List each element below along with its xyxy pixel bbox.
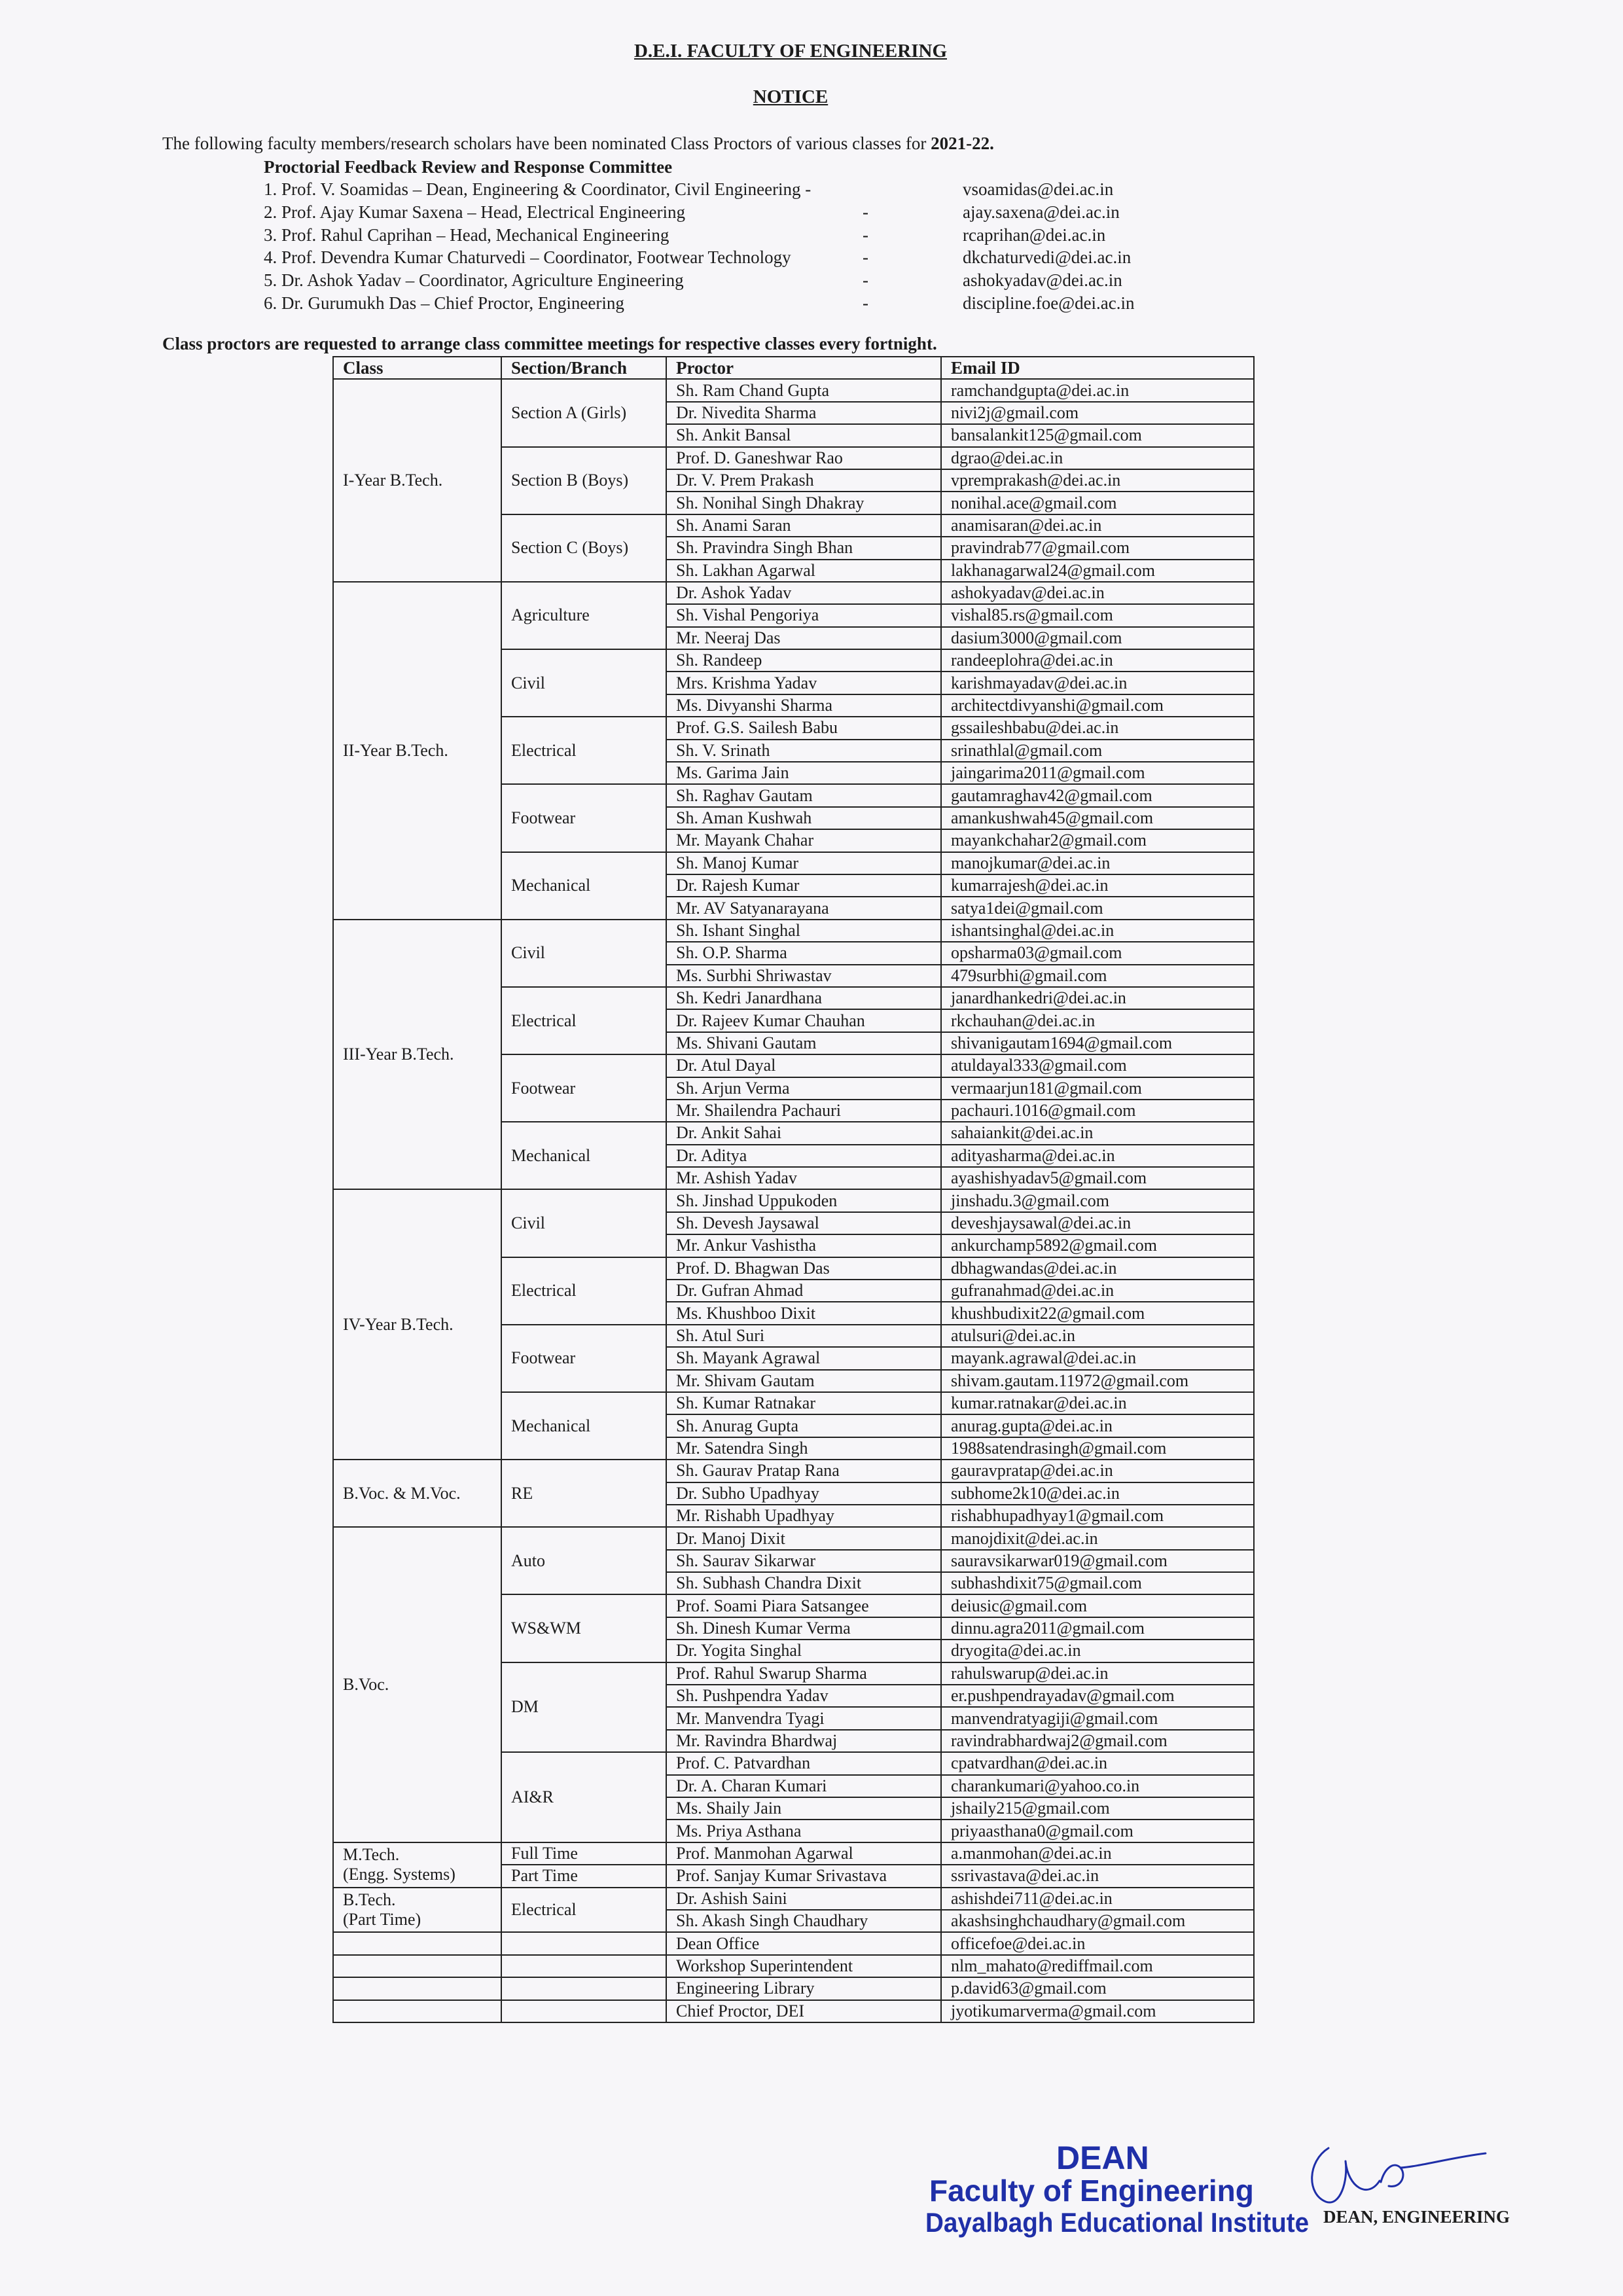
proctor-cell: Dr. Atul Dayal [666, 1054, 941, 1077]
proctor-cell: Sh. O.P. Sharma [666, 942, 941, 964]
table-row [333, 1842, 1254, 1865]
section-cell: RE [501, 1460, 666, 1527]
proctor-cell: Mr. Neeraj Das [666, 627, 941, 649]
member-name: 3. Prof. Rahul Caprihan – Head, Mechanical Engineering [264, 224, 669, 245]
stamp-line-dean: DEAN [1056, 2140, 1149, 2176]
committee-member [264, 202, 1376, 224]
section-cell [501, 2000, 666, 2022]
section-cell: AI&R [501, 1752, 666, 1842]
proctor-cell: Prof. D. Ganeshwar Rao [666, 447, 941, 469]
proctor-cell: Dr. Ankit Sahai [666, 1122, 941, 1144]
column-header-email: Email ID [941, 357, 1254, 379]
section-cell: Full Time [501, 1842, 666, 1865]
proctor-cell: Sh. Saurav Sikarwar [666, 1550, 941, 1572]
section-cell: Section C (Boys) [501, 514, 666, 582]
email-cell: jaingarima2011@gmail.com [941, 762, 1254, 784]
proctor-cell: Dr. Nivedita Sharma [666, 402, 941, 424]
stamp-line-institute: Dayalbagh Educational Institute [925, 2207, 1310, 2238]
email-cell: anamisaran@dei.ac.in [941, 514, 1254, 537]
proctor-cell: Sh. Mayank Agrawal [666, 1347, 941, 1369]
proctor-cell: Ms. Khushboo Dixit [666, 1302, 941, 1324]
email-cell: atuldayal333@gmail.com [941, 1054, 1254, 1077]
email-cell: ashishdei711@dei.ac.in [941, 1888, 1254, 1910]
table-row [333, 1460, 1254, 1482]
proctor-cell: Prof. G.S. Sailesh Babu [666, 717, 941, 739]
email-cell: 1988satendrasingh@gmail.com [941, 1437, 1254, 1460]
email-cell: adityasharma@dei.ac.in [941, 1145, 1254, 1167]
signature-label: DEAN, ENGINEERING [1323, 2207, 1510, 2227]
email-cell: ishantsinghal@dei.ac.in [941, 920, 1254, 942]
table-row [333, 1977, 1254, 2000]
proctor-cell: Sh. Gaurav Pratap Rana [666, 1460, 941, 1482]
table-row [333, 2000, 1254, 2022]
email-cell: jyotikumarverma@gmail.com [941, 2000, 1254, 2022]
section-cell: Electrical [501, 987, 666, 1054]
notice-heading: NOTICE [753, 86, 829, 107]
email-cell: nivi2j@gmail.com [941, 402, 1254, 424]
email-cell: nlm_mahato@rediffmail.com [941, 1955, 1254, 1977]
email-cell: dasium3000@gmail.com [941, 627, 1254, 649]
class-cell: I-Year B.Tech. [333, 379, 501, 582]
member-email: discipline.foe@dei.ac.in [963, 293, 1135, 313]
section-cell: WS&WM [501, 1594, 666, 1662]
proctor-cell: Sh. Arjun Verma [666, 1077, 941, 1100]
email-cell: jshaily215@gmail.com [941, 1797, 1254, 1820]
email-cell: gautamraghav42@gmail.com [941, 784, 1254, 806]
member-name: 6. Dr. Gurumukh Das – Chief Proctor, Engineering [264, 293, 624, 313]
proctor-cell: Workshop Superintendent [666, 1955, 941, 1977]
proctor-cell: Sh. Devesh Jaysawal [666, 1212, 941, 1234]
table-row [333, 920, 1254, 942]
proctor-cell: Ms. Divyanshi Sharma [666, 694, 941, 717]
email-cell: vermaarjun181@gmail.com [941, 1077, 1254, 1100]
committee-member [264, 247, 1376, 270]
email-cell: pachauri.1016@gmail.com [941, 1100, 1254, 1122]
section-cell: Footwear [501, 784, 666, 852]
email-cell: ravindrabhardwaj2@gmail.com [941, 1730, 1254, 1752]
proctor-cell: Sh. Kedri Janardhana [666, 987, 941, 1009]
proctor-cell: Prof. Rahul Swarup Sharma [666, 1662, 941, 1685]
member-name: 2. Prof. Ajay Kumar Saxena – Head, Electrical Engineering [264, 202, 686, 222]
proctor-cell: Sh. Nonihal Singh Dhakray [666, 492, 941, 514]
proctor-cell: Sh. Ankit Bansal [666, 424, 941, 446]
section-cell: Electrical [501, 717, 666, 784]
table-row [333, 1189, 1254, 1211]
stamp-line-faculty: Faculty of Engineering [929, 2174, 1254, 2208]
proctor-cell: Sh. Dinesh Kumar Verma [666, 1617, 941, 1640]
proctor-cell: Prof. Manmohan Agarwal [666, 1842, 941, 1865]
email-cell: vpremprakash@dei.ac.in [941, 469, 1254, 492]
email-cell: kumarrajesh@dei.ac.in [941, 874, 1254, 897]
proctor-cell: Mr. Ankur Vashistha [666, 1234, 941, 1257]
email-cell: srinathlal@gmail.com [941, 740, 1254, 762]
email-cell: khushbudixit22@gmail.com [941, 1302, 1254, 1324]
table-header-row [333, 357, 1254, 379]
section-cell: Section B (Boys) [501, 447, 666, 514]
section-cell: Footwear [501, 1325, 666, 1392]
email-cell: deveshjaysawal@dei.ac.in [941, 1212, 1254, 1234]
email-cell: shivam.gautam.11972@gmail.com [941, 1370, 1254, 1392]
member-dash: - [863, 202, 868, 222]
email-cell: karishmayadav@dei.ac.in [941, 672, 1254, 694]
proctor-cell: Dr. Rajeev Kumar Chauhan [666, 1009, 941, 1031]
class-cell: III-Year B.Tech. [333, 920, 501, 1190]
proctor-cell: Sh. Vishal Pengoriya [666, 604, 941, 626]
table-row [333, 1932, 1254, 1954]
proctor-table [332, 356, 1255, 2023]
email-cell: pravindrab77@gmail.com [941, 537, 1254, 559]
proctor-cell: Sh. Pravindra Singh Bhan [666, 537, 941, 559]
email-cell: subhome2k10@dei.ac.in [941, 1482, 1254, 1505]
class-cell-line: (Part Time) [343, 1909, 421, 1929]
email-cell: subhashdixit75@gmail.com [941, 1572, 1254, 1594]
proctor-cell: Sh. Anami Saran [666, 514, 941, 537]
section-cell: Auto [501, 1527, 666, 1594]
table-row [333, 379, 1254, 401]
email-cell: randeeplohra@dei.ac.in [941, 649, 1254, 672]
email-cell: dbhagwandas@dei.ac.in [941, 1257, 1254, 1280]
column-header-section: Section/Branch [501, 357, 666, 379]
class-cell: B.Voc. [333, 1527, 501, 1842]
section-cell: Mechanical [501, 852, 666, 920]
member-name: 4. Prof. Devendra Kumar Chaturvedi – Coordinator, Footwear Technology [264, 247, 791, 268]
section-cell [501, 1932, 666, 1954]
email-cell: vishal85.rs@gmail.com [941, 604, 1254, 626]
class-cell [333, 1888, 501, 1933]
section-cell: DM [501, 1662, 666, 1753]
proctor-cell: Ms. Surbhi Shriwastav [666, 965, 941, 987]
class-cell-line: (Engg. Systems) [343, 1865, 455, 1884]
email-cell: dgrao@dei.ac.in [941, 447, 1254, 469]
table-row [333, 1527, 1254, 1549]
intro-text: The following faculty members/research scholars have been nominated Class Proctors of various classes for [162, 134, 931, 153]
academic-year: 2021-22. [931, 134, 994, 153]
email-cell: rkchauhan@dei.ac.in [941, 1009, 1254, 1031]
email-cell: ssrivastava@dei.ac.in [941, 1865, 1254, 1887]
committee-member [264, 179, 1376, 202]
committee-member [264, 225, 1376, 247]
class-cell [333, 1955, 501, 1977]
proctor-cell: Sh. Kumar Ratnakar [666, 1392, 941, 1414]
proctor-cell: Mr. Shailendra Pachauri [666, 1100, 941, 1122]
section-cell: Electrical [501, 1888, 666, 1933]
email-cell: deiusic@gmail.com [941, 1594, 1254, 1617]
proctor-cell: Ms. Priya Asthana [666, 1820, 941, 1842]
email-cell: architectdivyanshi@gmail.com [941, 694, 1254, 717]
section-cell: Mechanical [501, 1122, 666, 1189]
document-title: D.E.I. FACULTY OF ENGINEERING [633, 41, 948, 62]
proctor-cell: Ms. Shaily Jain [666, 1797, 941, 1820]
proctor-cell: Ms. Garima Jain [666, 762, 941, 784]
email-cell: mayankchahar2@gmail.com [941, 829, 1254, 852]
class-cell: II-Year B.Tech. [333, 582, 501, 920]
table-row [333, 582, 1254, 604]
proctor-cell: Sh. Jinshad Uppukoden [666, 1189, 941, 1211]
email-cell: manvendratyagiji@gmail.com [941, 1707, 1254, 1729]
class-cell [333, 1977, 501, 2000]
member-email: ashokyadav@dei.ac.in [963, 270, 1122, 291]
section-cell: Civil [501, 920, 666, 987]
email-cell: officefoe@dei.ac.in [941, 1932, 1254, 1954]
proctor-cell: Prof. Soami Piara Satsangee [666, 1594, 941, 1617]
email-cell: satya1dei@gmail.com [941, 897, 1254, 919]
section-cell: Section A (Girls) [501, 379, 666, 446]
proctor-cell: Dr. V. Prem Prakash [666, 469, 941, 492]
proctor-cell: Sh. Anurag Gupta [666, 1414, 941, 1437]
proctor-cell: Mr. AV Satyanarayana [666, 897, 941, 919]
email-cell: rishabhupadhyay1@gmail.com [941, 1505, 1254, 1527]
proctor-table-body [333, 379, 1254, 2022]
proctor-cell: Sh. Ishant Singhal [666, 920, 941, 942]
fortnight-note: Class proctors are requested to arrange class committee meetings for respective classes every fortnight. [162, 334, 937, 353]
proctor-cell: Mrs. Krishma Yadav [666, 672, 941, 694]
proctor-cell: Mr. Satendra Singh [666, 1437, 941, 1460]
email-cell: manojkumar@dei.ac.in [941, 852, 1254, 874]
email-cell: er.pushpendrayadav@gmail.com [941, 1685, 1254, 1707]
section-cell: Civil [501, 649, 666, 717]
member-email: vsoamidas@dei.ac.in [963, 179, 1114, 199]
member-dash: - [863, 224, 868, 245]
proctor-cell: Mr. Mayank Chahar [666, 829, 941, 852]
class-cell [333, 1842, 501, 1888]
email-cell: ashokyadav@dei.ac.in [941, 582, 1254, 604]
proctor-cell: Sh. Lakhan Agarwal [666, 560, 941, 582]
email-cell: janardhankedri@dei.ac.in [941, 987, 1254, 1009]
email-cell: akashsinghchaudhary@gmail.com [941, 1910, 1254, 1932]
proctor-cell: Dr. Ashish Saini [666, 1888, 941, 1910]
member-dash: - [863, 293, 868, 313]
member-dash: - [863, 247, 868, 268]
member-name: 5. Dr. Ashok Yadav – Coordinator, Agriculture Engineering [264, 270, 684, 291]
committee-heading: Proctorial Feedback Review and Response Committee [264, 157, 673, 177]
proctor-cell: Sh. Randeep [666, 649, 941, 672]
email-cell: opsharma03@gmail.com [941, 942, 1254, 964]
email-cell: ramchandgupta@dei.ac.in [941, 379, 1254, 401]
proctor-cell: Sh. Pushpendra Yadav [666, 1685, 941, 1707]
email-cell: p.david63@gmail.com [941, 1977, 1254, 2000]
section-cell: Agriculture [501, 582, 666, 649]
proctor-cell: Dr. Yogita Singhal [666, 1640, 941, 1662]
email-cell: jinshadu.3@gmail.com [941, 1189, 1254, 1211]
proctor-cell: Sh. Subhash Chandra Dixit [666, 1572, 941, 1594]
proctor-cell: Dr. Ashok Yadav [666, 582, 941, 604]
email-cell: gauravpratap@dei.ac.in [941, 1460, 1254, 1482]
class-cell-line: M.Tech. [343, 1845, 400, 1865]
proctor-cell: Chief Proctor, DEI [666, 2000, 941, 2022]
proctor-cell: Dr. Subho Upadhyay [666, 1482, 941, 1505]
email-cell: shivanigautam1694@gmail.com [941, 1032, 1254, 1054]
column-header-class: Class [333, 357, 501, 379]
email-cell: a.manmohan@dei.ac.in [941, 1842, 1254, 1865]
section-cell: Electrical [501, 1257, 666, 1325]
email-cell: priyaasthana0@gmail.com [941, 1820, 1254, 1842]
section-cell: Part Time [501, 1865, 666, 1887]
proctor-cell: Dr. Manoj Dixit [666, 1527, 941, 1549]
proctor-cell: Mr. Ravindra Bhardwaj [666, 1730, 941, 1752]
proctor-cell: Prof. D. Bhagwan Das [666, 1257, 941, 1280]
email-cell: nonihal.ace@gmail.com [941, 492, 1254, 514]
email-cell: dryogita@dei.ac.in [941, 1640, 1254, 1662]
email-cell: manojdixit@dei.ac.in [941, 1527, 1254, 1549]
email-cell: charankumari@yahoo.co.in [941, 1775, 1254, 1797]
proctor-cell: Dr. Gufran Ahmad [666, 1280, 941, 1302]
email-cell: gssaileshbabu@dei.ac.in [941, 717, 1254, 739]
email-cell: gufranahmad@dei.ac.in [941, 1280, 1254, 1302]
proctor-cell: Prof. C. Patvardhan [666, 1752, 941, 1774]
email-cell: kumar.ratnakar@dei.ac.in [941, 1392, 1254, 1414]
email-cell: anurag.gupta@dei.ac.in [941, 1414, 1254, 1437]
section-cell: Mechanical [501, 1392, 666, 1460]
class-cell-line: B.Tech. [343, 1890, 396, 1909]
proctor-cell: Dr. Rajesh Kumar [666, 874, 941, 897]
proctor-cell: Sh. Manoj Kumar [666, 852, 941, 874]
dean-signature [1302, 2142, 1492, 2214]
email-cell: ankurchamp5892@gmail.com [941, 1234, 1254, 1257]
committee-member [264, 293, 1376, 315]
email-cell: sauravsikarwar019@gmail.com [941, 1550, 1254, 1572]
proctor-cell: Prof. Sanjay Kumar Srivastava [666, 1865, 941, 1887]
proctor-cell: Sh. Aman Kushwah [666, 807, 941, 829]
section-cell [501, 1977, 666, 2000]
member-name: 1. Prof. V. Soamidas – Dean, Engineering & Coordinator, Civil Engineering - [264, 179, 812, 199]
class-cell: B.Voc. & M.Voc. [333, 1460, 501, 1527]
proctor-cell: Dr. A. Charan Kumari [666, 1775, 941, 1797]
committee-member [264, 270, 1376, 293]
member-email: dkchaturvedi@dei.ac.in [963, 247, 1132, 268]
section-cell: Footwear [501, 1054, 666, 1122]
table-row [333, 1888, 1254, 1910]
proctor-cell: Mr. Rishabh Upadhyay [666, 1505, 941, 1527]
email-cell: amankushwah45@gmail.com [941, 807, 1254, 829]
table-row [333, 1955, 1254, 1977]
member-email: rcaprihan@dei.ac.in [963, 224, 1106, 245]
email-cell: cpatvardhan@dei.ac.in [941, 1752, 1254, 1774]
email-cell: atulsuri@dei.ac.in [941, 1325, 1254, 1347]
proctor-cell: Sh. V. Srinath [666, 740, 941, 762]
proctor-cell: Sh. Ram Chand Gupta [666, 379, 941, 401]
email-cell: 479surbhi@gmail.com [941, 965, 1254, 987]
email-cell: ayashishyadav5@gmail.com [941, 1167, 1254, 1189]
email-cell: dinnu.agra2011@gmail.com [941, 1617, 1254, 1640]
proctor-cell: Sh. Raghav Gautam [666, 784, 941, 806]
proctor-cell: Mr. Manvendra Tyagi [666, 1707, 941, 1729]
proctor-cell: Engineering Library [666, 1977, 941, 2000]
section-cell: Civil [501, 1189, 666, 1257]
proctor-cell: Sh. Atul Suri [666, 1325, 941, 1347]
proctor-cell: Mr. Ashish Yadav [666, 1167, 941, 1189]
member-email: ajay.saxena@dei.ac.in [963, 202, 1120, 222]
email-cell: bansalankit125@gmail.com [941, 424, 1254, 446]
proctor-cell: Mr. Shivam Gautam [666, 1370, 941, 1392]
email-cell: lakhanagarwal24@gmail.com [941, 560, 1254, 582]
email-cell: rahulswarup@dei.ac.in [941, 1662, 1254, 1685]
proctor-cell: Ms. Shivani Gautam [666, 1032, 941, 1054]
class-cell [333, 2000, 501, 2022]
column-header-proctor: Proctor [666, 357, 941, 379]
class-cell: IV-Year B.Tech. [333, 1189, 501, 1460]
proctor-cell: Dean Office [666, 1932, 941, 1954]
proctor-cell: Sh. Akash Singh Chaudhary [666, 1910, 941, 1932]
class-cell [333, 1932, 501, 1954]
member-dash: - [863, 270, 868, 291]
section-cell [501, 1955, 666, 1977]
proctor-cell: Dr. Aditya [666, 1145, 941, 1167]
email-cell: sahaiankit@dei.ac.in [941, 1122, 1254, 1144]
intro-paragraph [162, 134, 994, 154]
email-cell: mayank.agrawal@dei.ac.in [941, 1347, 1254, 1369]
